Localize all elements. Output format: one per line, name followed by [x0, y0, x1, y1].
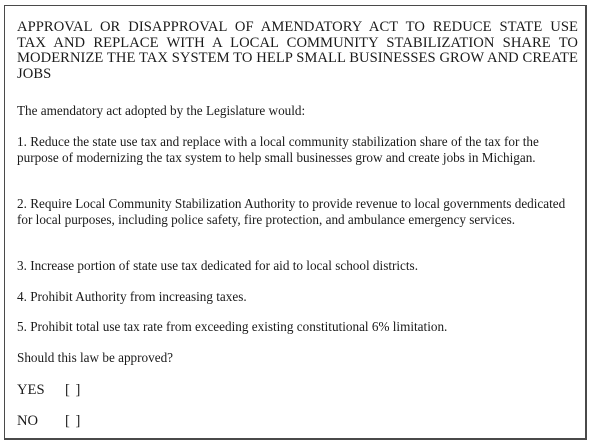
- ballot-proposal-box: [4, 5, 587, 440]
- proposal-item-1: 1. Reduce the state use tax and replace with a local community stabilization share of the tax for the purpose of modernizing the tax system to help small businesses grow and create jobs in Michigan.: [17, 134, 539, 165]
- vote-option-yes[interactable]: [17, 382, 81, 398]
- vote-yes-checkbox[interactable]: [ ]: [65, 382, 82, 398]
- proposal-item-5: 5. Prohibit total use tax rate from exceeding existing constitutional 6% limitation.: [17, 319, 448, 334]
- vote-no-label: NO: [17, 413, 39, 429]
- heading-line: APPROVAL OR DISAPPROVAL OF AMENDATORY ACT TO REDUCE STATE USE: [17, 19, 578, 35]
- heading-line: JOBS: [17, 65, 52, 82]
- heading-line: MODERNIZE THE TAX SYSTEM TO HELP SMALL BUSINESSES GROW AND CREATE: [17, 50, 578, 67]
- vote-yes-label: YES: [17, 382, 45, 398]
- vote-no-checkbox[interactable]: [ ]: [65, 413, 82, 429]
- proposal-item-2: 2. Require Local Community Stabilization Authority to provide revenue to local governments dedicated for local purposes, including police safety, fire protection, and ambulance emergency services.: [17, 196, 566, 227]
- heading-line: TAX AND REPLACE WITH A LOCAL COMMUNITY STABILIZATION SHARE TO: [17, 34, 578, 51]
- proposal-item-3: 3. Increase portion of state use tax dedicated for aid to local school districts.: [17, 258, 418, 273]
- intro-text: The amendatory act adopted by the Legislature would:: [17, 103, 306, 118]
- proposal-item-4: 4. Prohibit Authority from increasing taxes.: [17, 289, 247, 304]
- ballot-question: Should this law be approved?: [17, 350, 174, 365]
- vote-option-no[interactable]: [17, 413, 81, 429]
- proposal-heading: [17, 20, 578, 82]
